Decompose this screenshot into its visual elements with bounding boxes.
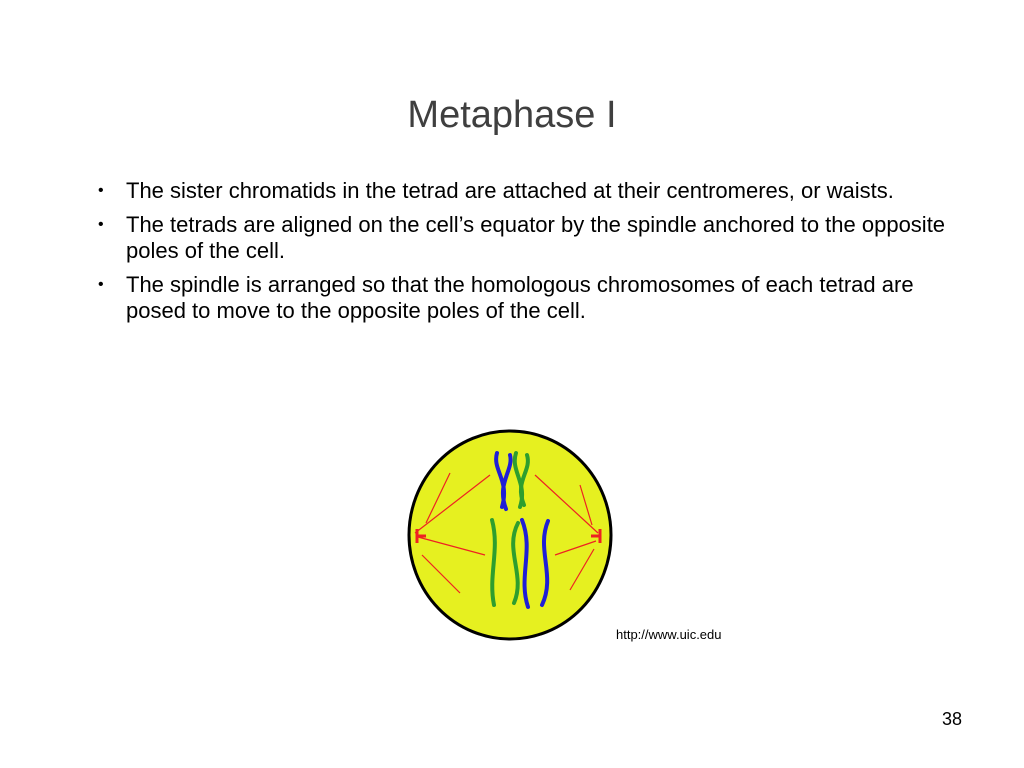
slide-title: Metaphase I [407, 94, 617, 136]
bullet-item [98, 272, 948, 324]
bullet-icon: • [98, 182, 104, 199]
bullet-item [98, 178, 948, 204]
bullet-list [98, 178, 948, 332]
source-link[interactable]: http://www.uic.edu [616, 627, 722, 642]
bullet-text: The spindle is arranged so that the homologous chromosomes of each tetrad are posed to move to the opposite poles of the cell. [126, 272, 914, 323]
slide-number: 38 [941, 709, 962, 729]
bullet-item [98, 212, 948, 264]
metaphase-cell-diagram [400, 425, 620, 645]
bullet-icon: • [98, 276, 104, 293]
bullet-icon: • [98, 216, 104, 233]
bullet-text: The tetrads are aligned on the cell’s equator by the spindle anchored to the opposite poles of the cell. [126, 212, 946, 263]
bullet-text: The sister chromatids in the tetrad are attached at their centromeres, or waists. [126, 178, 894, 203]
chromatid-green [492, 520, 495, 605]
